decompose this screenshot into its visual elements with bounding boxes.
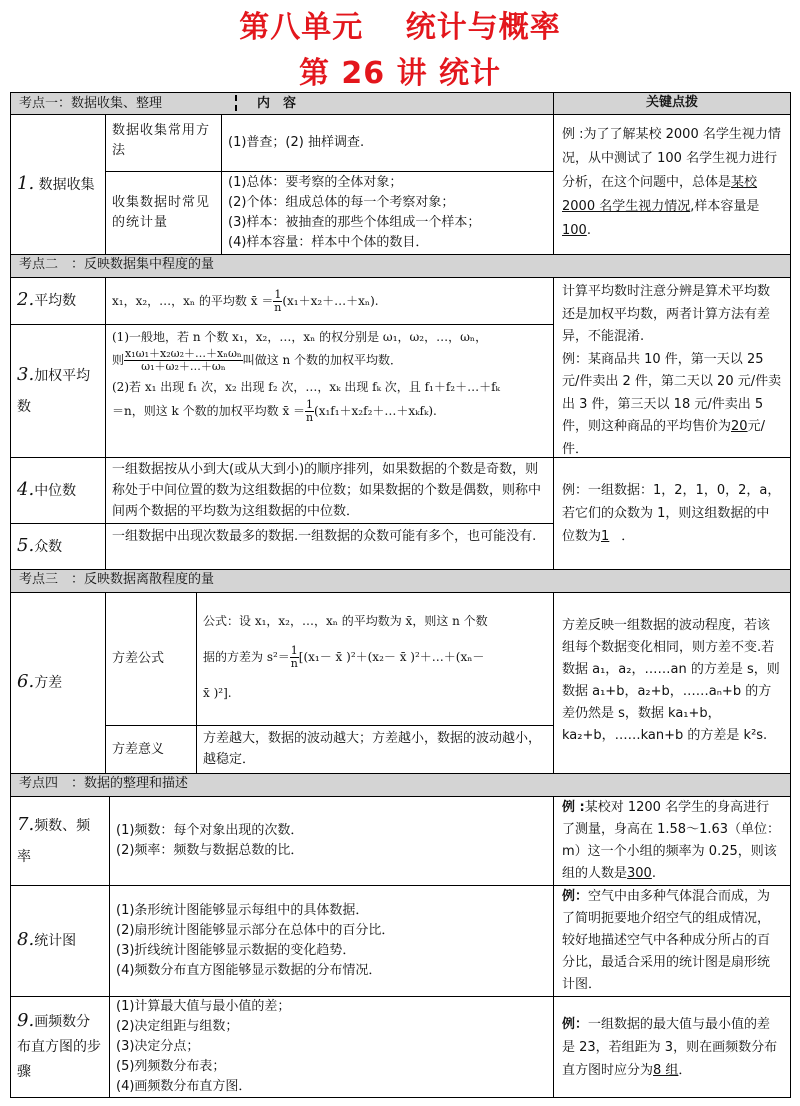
k2-key-example bbox=[562, 349, 782, 459]
fraction-numerator: 1 bbox=[306, 398, 314, 411]
topic-chart bbox=[10, 885, 110, 997]
k4-hist-key-bold: 例： bbox=[562, 1016, 589, 1032]
column-header-key-points-label: 关键点拨 bbox=[645, 95, 698, 110]
topic-variance bbox=[10, 592, 106, 774]
k4-chart-key-bold: 例： bbox=[562, 889, 589, 904]
topic-number: 1. bbox=[17, 172, 35, 194]
topic-name: 数据收集 bbox=[34, 176, 95, 193]
k4-hist-key-text: 一组数据的最大值与最小值的差是 23，若组距为 3，则在画频数分布直方图时应分为 bbox=[562, 1016, 778, 1078]
fraction-denominator: n bbox=[305, 411, 314, 424]
weighted-line2 bbox=[112, 347, 547, 373]
topic-mode bbox=[10, 523, 106, 570]
k1-key-point bbox=[553, 114, 791, 255]
chart-line: (3)折线统计图能够显示数据的变化趋势． bbox=[116, 943, 356, 958]
k1-row1-content bbox=[221, 114, 554, 172]
weighted-fraction-2 bbox=[305, 399, 314, 424]
weighted-line3: (2)若 x₁ 出现 f₁ 次，x₂ 出现 f₂ 次，…，xₖ 出现 fₖ 次，且 f₁＋f₂＋…＋fₖ bbox=[112, 380, 500, 394]
k4-key-histogram bbox=[553, 996, 791, 1098]
fraction-denominator: ω₁＋ω₂＋…＋ωₙ bbox=[141, 360, 226, 373]
fraction-denominator: n bbox=[274, 300, 282, 314]
mean-formula bbox=[105, 277, 554, 325]
variance-formula-label bbox=[105, 592, 197, 726]
topic-name: 画频数分布直方图的步骤 bbox=[17, 1014, 101, 1080]
column-header-content: 内 容 bbox=[257, 96, 297, 111]
topic-name: 加权平均数 bbox=[17, 367, 91, 415]
topic-number: 7. bbox=[17, 813, 35, 835]
topic-number: 6. bbox=[17, 671, 35, 692]
k3-key-point bbox=[553, 592, 791, 774]
median-content bbox=[105, 457, 554, 524]
section-header-k4-label: 考点四 ：数据的整理和描述 bbox=[19, 776, 189, 791]
histogram-line: (1)计算最大值与最小值的差； bbox=[116, 999, 291, 1014]
k1-key-text: 例 :为了了解某校 2000 名学生视力情况，从中测试了 100 名学生视力进行分析，在这个问题中，总体是 bbox=[562, 127, 781, 190]
k1-row2-line: (1)总体：要考察的全体对象； bbox=[228, 175, 403, 190]
frequency-line: (2)频率：频数与数据总数的比． bbox=[116, 843, 304, 858]
topic-weighted-mean bbox=[10, 324, 106, 458]
k1-row2-line: (3)样本：被抽查的那些个体组成一个样本； bbox=[228, 215, 481, 230]
histogram-line: (5)列频数分布表； bbox=[116, 1059, 226, 1074]
k4-freq-key-bold: 例 : bbox=[562, 800, 585, 815]
k1-key-mid: ,样本容量是 bbox=[690, 199, 760, 214]
section-header-k2-label: 考点二 ：反映数据集中程度的量 bbox=[19, 257, 215, 272]
k4-hist-key-end: ． bbox=[678, 1062, 692, 1078]
variance-line2-pre: 据的方差为 s²＝ bbox=[203, 650, 290, 664]
weighted-line2-pre: 则 bbox=[112, 353, 125, 367]
section-header-k3-label: 考点三 ：反映数据离散程度的量 bbox=[19, 572, 215, 587]
chart-line: (4)频数分布直方图能够显示数据的分布情况． bbox=[116, 963, 382, 978]
k4-chart-key-text: 空气中由多种气体混合而成，为了简明扼要地介绍空气的组成情况，较好地描述空气中各种成分所占的百分比，最适合采用的统计图是扇形统计图． bbox=[562, 889, 771, 992]
weighted-line1: (1)一般地，若 n 个数 x₁，x₂，…，xₙ 的权分别是 ω₁，ω₂，…，ωₙ， bbox=[112, 330, 488, 344]
variance-line2-post: [(x₁－ x̄ )²＋(x₂－ x̄ )²＋…＋(xₙ－ bbox=[298, 650, 485, 664]
fraction-numerator: x₁ω₁＋x₂ω₂＋…＋xₙωₙ bbox=[125, 347, 242, 360]
k1-row2-content bbox=[221, 171, 554, 255]
fraction-denominator: n bbox=[290, 657, 298, 670]
chart-line: (2)扇形统计图能够显示部分在总体中的百分比． bbox=[116, 923, 395, 938]
topic-name: 频数、频率 bbox=[17, 817, 91, 865]
topic-data-collection-label bbox=[17, 169, 95, 201]
k2-key-mode-answer: 1 bbox=[601, 529, 610, 544]
k4-key-frequency bbox=[553, 796, 791, 886]
section-header-k1-label: 考点一：数据收集、整理 bbox=[19, 96, 163, 111]
topic-mean bbox=[10, 277, 106, 325]
weighted-line4-pre: ＝n，则这 k 个数的加权平均数 x̄ ＝ bbox=[112, 404, 306, 418]
variance-formula-label-text: 方差公式 bbox=[112, 651, 165, 666]
lecture-title: 第 26 讲 统计 bbox=[298, 56, 502, 91]
section-header-k2 bbox=[10, 254, 791, 278]
k4-freq-key-end: . bbox=[651, 866, 656, 881]
k1-key-answer-1: 某校 2000 名学生视力情况 bbox=[562, 175, 758, 214]
weighted-line4 bbox=[112, 397, 547, 425]
topic-frequency bbox=[10, 796, 110, 886]
section-header-k4 bbox=[10, 773, 791, 797]
variance-meaning-label bbox=[105, 725, 197, 774]
mode-text: 一组数据中出现次数最多的数据.一组数据的众数可能有多个，也可能没有. bbox=[112, 529, 537, 544]
topic-name: 统计图 bbox=[34, 933, 77, 949]
k2-key-example-end: 元/件． bbox=[562, 419, 765, 457]
histogram-line: (3)决定分点； bbox=[116, 1039, 200, 1054]
variance-line1: 公式：设 x₁，x₂，…，xₙ 的平均数为 x̄，则这 n 个数 bbox=[203, 614, 488, 628]
variance-meaning-text: 方差越大，数据的波动越大；方差越小，数据的波动越小，越稳定． bbox=[203, 731, 542, 767]
frequency-line: (1)频数：每个对象出现的次数． bbox=[116, 823, 304, 838]
weighted-fraction bbox=[124, 348, 243, 373]
section-header-k1 bbox=[10, 92, 554, 115]
k1-row2-line: (4)样本容量：样本中个体的数目． bbox=[228, 235, 429, 250]
frequency-content bbox=[109, 796, 554, 886]
topic-name: 方差 bbox=[34, 675, 63, 691]
fraction-numerator: 1 bbox=[274, 287, 282, 301]
topic-number: 9. bbox=[17, 1010, 35, 1031]
mode-content bbox=[105, 523, 554, 570]
chart-line: (1)条形统计图能够显示每组中的具体数据． bbox=[116, 903, 369, 918]
topic-number: 5. bbox=[17, 534, 35, 556]
weighted-line2-post: 叫做这 n 个数的加权平均数． bbox=[242, 353, 403, 367]
k4-key-chart bbox=[553, 885, 791, 997]
k2-key-example-text: 例：某商品共 10 件，第一天以 25 元/件卖出 2 件，第二天以 20 元/件卖出 3 件，第三天以 18 元/件卖出 5 件，则这种商品的平均售价为 bbox=[562, 351, 782, 434]
k1-row1-content-text: (1)普查；(2) 抽样调查. bbox=[228, 135, 365, 150]
topic-number: 8. bbox=[17, 929, 35, 950]
topic-number: 2. bbox=[17, 289, 35, 310]
topic-number: 3. bbox=[17, 363, 35, 385]
k2-key-point-mean bbox=[553, 277, 791, 458]
topic-median bbox=[10, 457, 106, 524]
topic-data-collection bbox=[10, 114, 106, 255]
k1-row1-label bbox=[105, 114, 222, 172]
topic-number: 4. bbox=[17, 478, 35, 500]
chart-content bbox=[109, 885, 554, 997]
k2-key-mode-end: ． bbox=[621, 529, 635, 544]
mean-formula-b: (x₁＋x₂＋…＋xₙ). bbox=[282, 294, 379, 308]
histogram-line: (2)决定组距与组数； bbox=[116, 1019, 239, 1034]
topic-name: 中位数 bbox=[34, 482, 77, 499]
k4-hist-key-answer: 8 组 bbox=[653, 1062, 679, 1078]
histogram-content bbox=[109, 996, 554, 1098]
mean-fraction bbox=[273, 289, 282, 314]
k2-key-example-answer: 20 bbox=[731, 419, 748, 434]
variance-formula bbox=[196, 592, 554, 726]
k1-row1-label-text: 数据收集常用方法 bbox=[112, 123, 211, 158]
column-header-key-points bbox=[553, 92, 791, 115]
header-divider bbox=[235, 95, 237, 111]
k1-key-end: . bbox=[586, 223, 591, 238]
unit-title: 第八单元 统计与概率 bbox=[239, 10, 561, 45]
median-text: 一组数据按从小到大(或从大到小)的顺序排列，如果数据的个数是奇数，则称处于中间位置的数为这组数据的中位数；如果数据的个数是偶数，则称中间两个数据的平均数为这组数据的中位数． bbox=[112, 462, 542, 519]
histogram-line: (4)画频数分布直方图． bbox=[116, 1079, 252, 1094]
k1-key-answer-2: 100 bbox=[562, 223, 587, 238]
topic-name: 众数 bbox=[34, 538, 63, 555]
k2-key-mode-text: 例：一组数据：1，2，1，0，2，a，若它们的众数为 1，则这组数据的中位数为 bbox=[562, 483, 781, 544]
variance-line2 bbox=[203, 639, 547, 675]
mean-formula-a: x₁，x₂，…，xₙ 的平均数 x̄ ＝ bbox=[112, 294, 274, 308]
k4-freq-key-answer: 300 bbox=[627, 866, 652, 881]
variance-meaning bbox=[196, 725, 554, 774]
fraction-numerator: 1 bbox=[290, 644, 298, 657]
k4-freq-key-text: 某校对 1200 名学生的身高进行了测量，身高在 1.58～1.63（单位：m）这一个小组的频率为 0.25，则该组的人数是 bbox=[562, 800, 781, 881]
k3-key-text: 方差反映一组数据的波动程度，若该组每个数据变化相同，则方差不变.若数据 a₁，a₂，……an 的方差是 s，则数据 a₁+b，a₂+b，……aₙ+b 的方差仍然是 s，数据 ka₁+b，ka₂+b，……kan+b 的方差是 k²s. bbox=[562, 618, 780, 743]
weighted-line4-post: (x₁f₁＋x₂f₂＋…＋xₖfₖ). bbox=[314, 404, 437, 418]
k2-key-point-mode bbox=[553, 457, 791, 570]
k2-key-mean-text: 计算平均数时注意分辨是算术平均数还是加权平均数，两者计算方法有差异，不能混淆. bbox=[562, 284, 771, 344]
variance-meaning-label-text: 方差意义 bbox=[112, 741, 165, 757]
variance-fraction bbox=[290, 645, 299, 670]
topic-name: 平均数 bbox=[34, 293, 77, 309]
variance-line3: x̄ )²]. bbox=[203, 686, 232, 700]
k1-row2-line: (2)个体：组成总体的每一个考察对象； bbox=[228, 195, 455, 210]
k1-row2-label-text: 收集数据时常见的统计量 bbox=[112, 195, 211, 230]
k1-row2-label bbox=[105, 171, 222, 255]
weighted-mean-content bbox=[105, 324, 554, 458]
topic-histogram bbox=[10, 996, 110, 1098]
section-header-k3 bbox=[10, 569, 791, 593]
